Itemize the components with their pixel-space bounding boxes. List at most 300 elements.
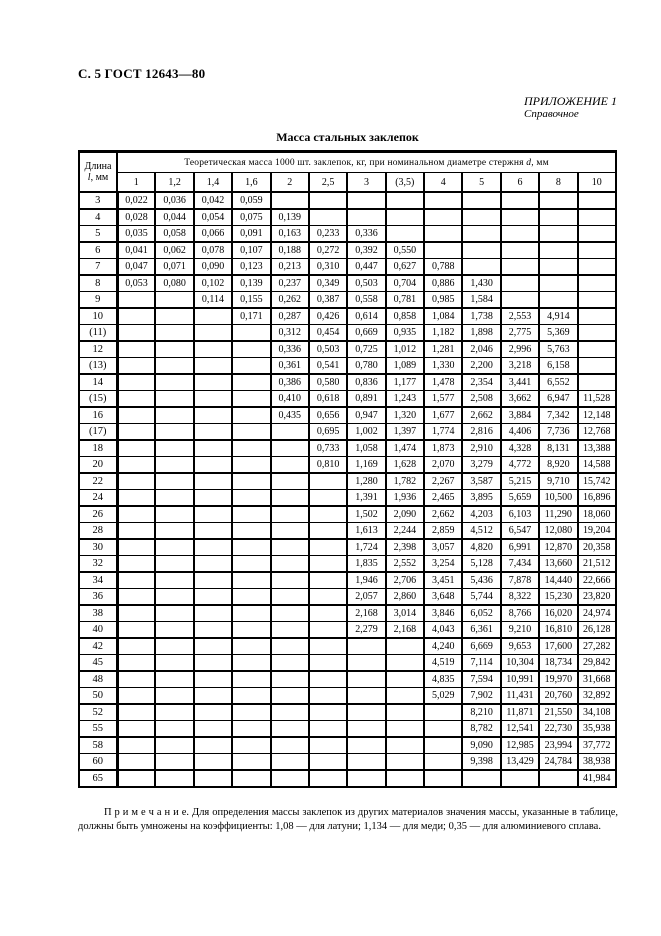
length-cell: 55 (79, 721, 117, 738)
mass-cell (347, 770, 385, 787)
mass-cell (155, 589, 193, 606)
mass-cell: 0,080 (155, 275, 193, 292)
diameter-header: 5 (462, 173, 500, 193)
footnote-label: П р и м е ч а н и е. (104, 807, 190, 818)
mass-cell: 9,398 (462, 754, 500, 771)
mass-cell: 2,662 (424, 506, 462, 523)
mass-cell (117, 737, 155, 754)
mass-span-unit: , мм (531, 157, 549, 168)
mass-cell: 2,465 (424, 490, 462, 507)
mass-cell (386, 770, 424, 787)
mass-cell (501, 259, 539, 276)
diameter-header: 10 (578, 173, 617, 193)
mass-cell (578, 275, 617, 292)
mass-cell (155, 688, 193, 705)
mass-cell (578, 242, 617, 259)
length-cell: 34 (79, 572, 117, 589)
mass-cell (155, 407, 193, 424)
mass-cell: 4,772 (501, 457, 539, 474)
mass-span-text: Теоретическая масса 1000 шт. заклепок, кг, при номинальном диаметре стержня (184, 157, 527, 168)
mass-cell (578, 226, 617, 243)
mass-cell: 0,047 (117, 259, 155, 276)
mass-cell (578, 209, 617, 226)
mass-cell (155, 770, 193, 787)
length-cell: 42 (79, 638, 117, 655)
mass-cell (232, 440, 270, 457)
mass-cell (232, 556, 270, 573)
mass-cell: 0,041 (117, 242, 155, 259)
mass-cell (309, 589, 347, 606)
mass-cell: 0,078 (194, 242, 232, 259)
table-row (79, 259, 616, 276)
mass-cell (117, 704, 155, 721)
mass-cell: 10,500 (539, 490, 577, 507)
mass-cell: 32,892 (578, 688, 617, 705)
mass-cell (309, 605, 347, 622)
mass-cell: 0,810 (309, 457, 347, 474)
table-row (79, 688, 616, 705)
mass-cell (386, 688, 424, 705)
mass-cell: 5,659 (501, 490, 539, 507)
footnote (78, 806, 618, 833)
mass-cell: 0,035 (117, 226, 155, 243)
mass-cell (194, 770, 232, 787)
mass-cell: 38,938 (578, 754, 617, 771)
diameter-header: 4 (424, 173, 462, 193)
table-row (79, 275, 616, 292)
mass-cell (194, 308, 232, 325)
mass-cell (117, 572, 155, 589)
length-cell: 50 (79, 688, 117, 705)
mass-cell: 4,240 (424, 638, 462, 655)
mass-cell: 23,994 (539, 737, 577, 754)
mass-cell: 34,108 (578, 704, 617, 721)
length-cell: 60 (79, 754, 117, 771)
mass-cell (155, 754, 193, 771)
mass-cell (309, 506, 347, 523)
mass-cell (578, 192, 617, 209)
mass-cell: 7,342 (539, 407, 577, 424)
mass-cell (578, 341, 617, 358)
length-column-header (79, 152, 117, 193)
mass-cell (232, 671, 270, 688)
mass-cell: 7,736 (539, 424, 577, 441)
diameter-header: 1,4 (194, 173, 232, 193)
mass-cell: 6,103 (501, 506, 539, 523)
table-row (79, 589, 616, 606)
mass-cell (386, 655, 424, 672)
mass-cell (462, 226, 500, 243)
mass-cell (155, 440, 193, 457)
mass-cell: 2,816 (462, 424, 500, 441)
mass-cell: 0,503 (309, 341, 347, 358)
mass-cell: 6,991 (501, 539, 539, 556)
mass-cell (309, 671, 347, 688)
mass-cell: 1,084 (424, 308, 462, 325)
mass-cell: 23,820 (578, 589, 617, 606)
mass-cell (117, 671, 155, 688)
mass-cell (424, 737, 462, 754)
mass-cell (386, 671, 424, 688)
mass-cell (194, 605, 232, 622)
mass-cell: 1,936 (386, 490, 424, 507)
mass-cell: 21,550 (539, 704, 577, 721)
mass-cell (271, 506, 309, 523)
diameter-header: 6 (501, 173, 539, 193)
length-cell: 48 (79, 671, 117, 688)
mass-cell (501, 192, 539, 209)
mass-cell: 1,738 (462, 308, 500, 325)
mass-cell (271, 523, 309, 540)
mass-cell: 9,710 (539, 473, 577, 490)
mass-cell: 6,552 (539, 374, 577, 391)
mass-cell: 31,668 (578, 671, 617, 688)
length-cell: 65 (79, 770, 117, 787)
mass-cell: 12,870 (539, 539, 577, 556)
length-label: Длина (84, 160, 112, 172)
table-title: Масса стальных заклепок (276, 130, 419, 144)
length-cell: 58 (79, 737, 117, 754)
mass-cell: 8,782 (462, 721, 500, 738)
mass-cell: 0,053 (117, 275, 155, 292)
length-cell: 30 (79, 539, 117, 556)
mass-cell (232, 490, 270, 507)
mass-cell: 0,392 (347, 242, 385, 259)
mass-cell (271, 457, 309, 474)
table-row (79, 721, 616, 738)
mass-cell (194, 556, 232, 573)
table-body (79, 192, 616, 787)
mass-cell (501, 292, 539, 309)
mass-cell (462, 770, 500, 787)
mass-cell (232, 457, 270, 474)
mass-cell: 3,057 (424, 539, 462, 556)
mass-cell (117, 457, 155, 474)
mass-cell (117, 473, 155, 490)
mass-cell (309, 770, 347, 787)
mass-cell (309, 192, 347, 209)
mass-cell: 0,102 (194, 275, 232, 292)
mass-cell: 4,406 (501, 424, 539, 441)
length-cell: 32 (79, 556, 117, 573)
mass-cell: 12,541 (501, 721, 539, 738)
mass-cell (117, 688, 155, 705)
mass-cell: 0,891 (347, 391, 385, 408)
mass-cell: 1,182 (424, 325, 462, 342)
mass-cell: 6,158 (539, 358, 577, 375)
table-row (79, 292, 616, 309)
mass-cell (424, 192, 462, 209)
mass-cell (232, 325, 270, 342)
mass-cell: 1,058 (347, 440, 385, 457)
mass-cell (462, 259, 500, 276)
mass-cell: 0,171 (232, 308, 270, 325)
mass-cell: 3,895 (462, 490, 500, 507)
mass-cell (194, 424, 232, 441)
mass-cell (271, 754, 309, 771)
mass-cell: 1,774 (424, 424, 462, 441)
mass-cell: 2,168 (386, 622, 424, 639)
mass-cell (271, 704, 309, 721)
length-symbol: l (87, 172, 91, 183)
mass-cell (271, 770, 309, 787)
mass-cell (194, 506, 232, 523)
mass-cell (386, 638, 424, 655)
table-row (79, 457, 616, 474)
mass-cell: 0,426 (309, 308, 347, 325)
mass-cell: 0,155 (232, 292, 270, 309)
mass-cell (271, 556, 309, 573)
mass-cell: 0,886 (424, 275, 462, 292)
mass-cell (578, 292, 617, 309)
mass-cell (194, 572, 232, 589)
mass-cell: 0,935 (386, 325, 424, 342)
mass-cell: 0,059 (232, 192, 270, 209)
mass-cell (232, 721, 270, 738)
mass-cell: 5,369 (539, 325, 577, 342)
table-row (79, 440, 616, 457)
mass-cell (271, 638, 309, 655)
table-row (79, 556, 616, 573)
table-row (79, 209, 616, 226)
mass-cell (155, 605, 193, 622)
mass-cell (501, 275, 539, 292)
mass-cell: 5,128 (462, 556, 500, 573)
mass-cell: 0,387 (309, 292, 347, 309)
table-row (79, 572, 616, 589)
length-cell: 6 (79, 242, 117, 259)
mass-cell (155, 490, 193, 507)
length-cell: 10 (79, 308, 117, 325)
mass-cell: 15,230 (539, 589, 577, 606)
length-cell: 26 (79, 506, 117, 523)
mass-cell: 3,441 (501, 374, 539, 391)
table-row (79, 638, 616, 655)
mass-cell: 22,666 (578, 572, 617, 589)
mass-cell: 0,028 (117, 209, 155, 226)
table-row (79, 374, 616, 391)
mass-cell (347, 754, 385, 771)
mass-cell: 0,788 (424, 259, 462, 276)
mass-cell (232, 704, 270, 721)
mass-cell: 5,763 (539, 341, 577, 358)
mass-cell (117, 407, 155, 424)
diameter-symbol: d (526, 157, 532, 168)
mass-cell: 4,914 (539, 308, 577, 325)
mass-cell: 0,233 (309, 226, 347, 243)
mass-cell (539, 275, 577, 292)
mass-span-header (117, 152, 616, 173)
mass-cell (117, 358, 155, 375)
mass-cell: 7,902 (462, 688, 500, 705)
mass-cell (271, 473, 309, 490)
mass-cell (155, 638, 193, 655)
mass-cell (232, 391, 270, 408)
mass-cell (155, 572, 193, 589)
mass-cell: 9,090 (462, 737, 500, 754)
mass-cell: 0,262 (271, 292, 309, 309)
mass-cell: 24,974 (578, 605, 617, 622)
mass-cell: 9,210 (501, 622, 539, 639)
mass-cell: 0,310 (309, 259, 347, 276)
length-unit: , мм (90, 172, 109, 183)
mass-cell: 11,528 (578, 391, 617, 408)
mass-cell: 29,842 (578, 655, 617, 672)
mass-cell (271, 605, 309, 622)
mass-cell: 3,884 (501, 407, 539, 424)
mass-cell: 2,200 (462, 358, 500, 375)
mass-cell (117, 523, 155, 540)
length-cell: 52 (79, 704, 117, 721)
mass-cell (117, 374, 155, 391)
table-row (79, 308, 616, 325)
mass-cell: 3,254 (424, 556, 462, 573)
mass-cell (271, 572, 309, 589)
mass-cell: 4,043 (424, 622, 462, 639)
table-row (79, 226, 616, 243)
mass-cell (232, 754, 270, 771)
mass-cell: 16,810 (539, 622, 577, 639)
length-cell: (15) (79, 391, 117, 408)
table-row (79, 737, 616, 754)
mass-cell (271, 589, 309, 606)
mass-cell (155, 292, 193, 309)
mass-cell: 0,781 (386, 292, 424, 309)
mass-cell (232, 770, 270, 787)
mass-cell (347, 638, 385, 655)
length-cell: 45 (79, 655, 117, 672)
mass-cell: 0,947 (347, 407, 385, 424)
diameter-row (79, 173, 616, 193)
length-cell: 22 (79, 473, 117, 490)
table-row (79, 490, 616, 507)
mass-cell: 2,244 (386, 523, 424, 540)
mass-cell (271, 490, 309, 507)
mass-cell: 8,131 (539, 440, 577, 457)
mass-cell (232, 506, 270, 523)
table-row (79, 325, 616, 342)
mass-cell: 4,835 (424, 671, 462, 688)
table-row (79, 539, 616, 556)
mass-cell: 0,062 (155, 242, 193, 259)
length-cell: 38 (79, 605, 117, 622)
mass-cell: 1,002 (347, 424, 385, 441)
mass-cell: 1,281 (424, 341, 462, 358)
mass-cell (309, 572, 347, 589)
table-row (79, 358, 616, 375)
mass-cell: 26,128 (578, 622, 617, 639)
mass-cell: 37,772 (578, 737, 617, 754)
mass-cell (155, 737, 193, 754)
mass-cell: 8,920 (539, 457, 577, 474)
mass-cell: 4,328 (501, 440, 539, 457)
mass-cell: 2,168 (347, 605, 385, 622)
mass-cell (501, 242, 539, 259)
mass-cell (194, 358, 232, 375)
mass-cell (194, 754, 232, 771)
diameter-header: 2,5 (309, 173, 347, 193)
mass-cell: 16,020 (539, 605, 577, 622)
mass-cell: 0,336 (347, 226, 385, 243)
page-header: С. 5 ГОСТ 12643—80 (78, 66, 206, 81)
mass-cell (539, 292, 577, 309)
mass-cell: 3,662 (501, 391, 539, 408)
mass-cell (117, 770, 155, 787)
mass-cell: 7,114 (462, 655, 500, 672)
table-header (79, 152, 616, 193)
mass-cell (117, 589, 155, 606)
mass-cell: 3,846 (424, 605, 462, 622)
mass-cell (386, 209, 424, 226)
mass-cell (386, 721, 424, 738)
mass-cell: 0,287 (271, 308, 309, 325)
mass-cell: 5,215 (501, 473, 539, 490)
mass-cell: 2,775 (501, 325, 539, 342)
mass-cell (424, 770, 462, 787)
mass-cell (155, 506, 193, 523)
mass-cell: 0,107 (232, 242, 270, 259)
mass-cell: 0,044 (155, 209, 193, 226)
mass-cell (232, 622, 270, 639)
mass-cell: 0,188 (271, 242, 309, 259)
mass-cell (194, 589, 232, 606)
mass-cell: 12,768 (578, 424, 617, 441)
mass-cell: 2,279 (347, 622, 385, 639)
mass-cell: 3,648 (424, 589, 462, 606)
mass-cell: 2,070 (424, 457, 462, 474)
mass-cell (194, 440, 232, 457)
mass-cell (501, 209, 539, 226)
mass-cell (347, 704, 385, 721)
mass-cell: 0,550 (386, 242, 424, 259)
mass-cell (232, 407, 270, 424)
mass-cell: 0,071 (155, 259, 193, 276)
mass-cell (424, 754, 462, 771)
mass-cell (117, 308, 155, 325)
mass-cell (117, 506, 155, 523)
mass-cell: 35,938 (578, 721, 617, 738)
mass-cell: 11,431 (501, 688, 539, 705)
mass-cell (194, 473, 232, 490)
mass-cell: 0,361 (271, 358, 309, 375)
diameter-header: 3 (347, 173, 385, 193)
diameter-header: 1,6 (232, 173, 270, 193)
mass-cell (155, 539, 193, 556)
mass-cell: 0,336 (271, 341, 309, 358)
mass-cell (117, 341, 155, 358)
table-row (79, 770, 616, 787)
mass-cell (347, 655, 385, 672)
mass-cell: 0,091 (232, 226, 270, 243)
mass-cell: 0,985 (424, 292, 462, 309)
mass-cell (155, 374, 193, 391)
mass-cell (117, 605, 155, 622)
length-cell: 18 (79, 440, 117, 457)
mass-cell: 0,454 (309, 325, 347, 342)
mass-cell: 13,429 (501, 754, 539, 771)
mass-cell (155, 457, 193, 474)
mass-cell: 0,022 (117, 192, 155, 209)
mass-cell: 1,502 (347, 506, 385, 523)
mass-cell: 3,014 (386, 605, 424, 622)
mass-cell: 6,547 (501, 523, 539, 540)
mass-cell: 2,706 (386, 572, 424, 589)
mass-cell (117, 325, 155, 342)
mass-cell (232, 655, 270, 672)
mass-cell (462, 242, 500, 259)
mass-cell: 11,871 (501, 704, 539, 721)
mass-cell: 0,312 (271, 325, 309, 342)
